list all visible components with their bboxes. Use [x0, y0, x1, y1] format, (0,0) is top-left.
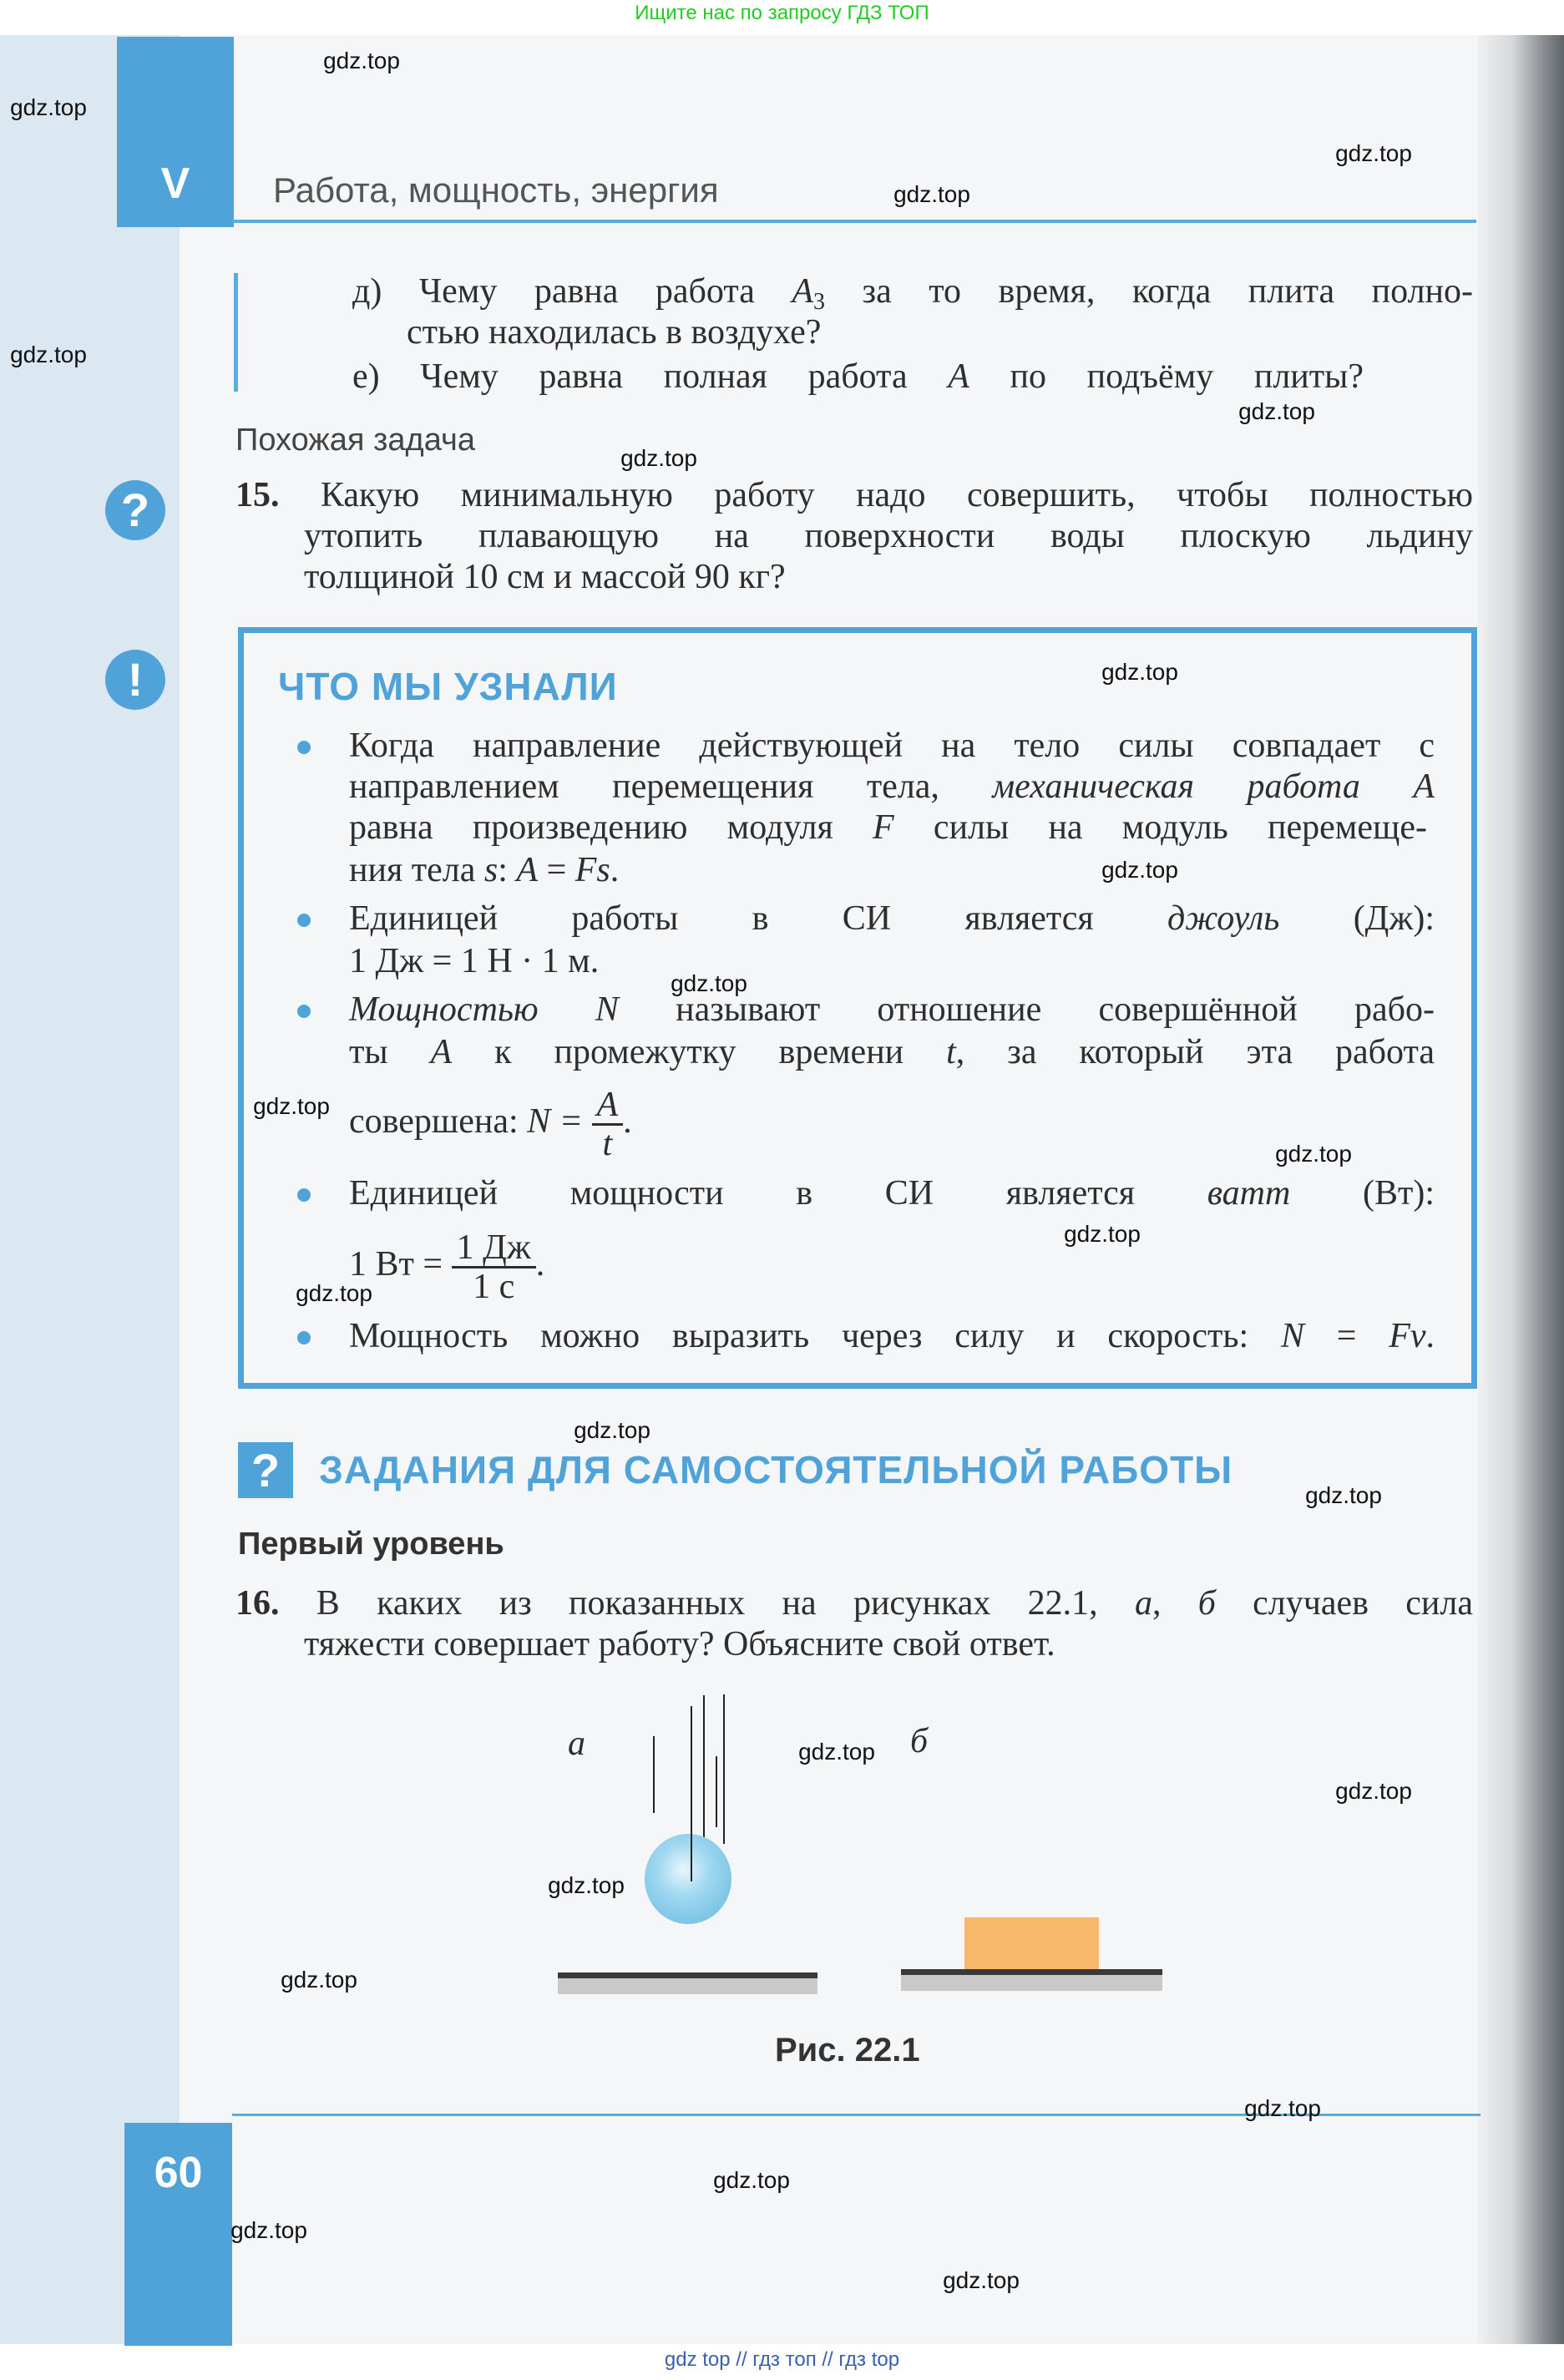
ground-b	[901, 1969, 1162, 1975]
watermark: gdz.top	[1305, 1482, 1382, 1508]
chapter-number: V	[160, 160, 190, 208]
denominator: t	[602, 1124, 613, 1163]
tasks-question-icon: ?	[238, 1442, 293, 1498]
text-run: s	[483, 851, 499, 889]
text-run: по подъёму плиты?	[969, 357, 1364, 396]
text-run: В каких из показанных на рисунках 22.1,	[279, 1584, 1135, 1623]
text-run: .	[1425, 1317, 1435, 1355]
watermark: gdz.top	[1238, 398, 1315, 424]
exclamation-icon: !	[105, 650, 165, 710]
question-icon: ?	[105, 480, 165, 540]
text-run: силы на модуль перемеще-	[893, 808, 1427, 847]
text-run: ния тела	[349, 851, 484, 889]
watermark: gdz.top	[548, 1872, 625, 1898]
text-run: случаев сила	[1215, 1584, 1473, 1623]
text-run: стью находилась в воздухе?	[407, 313, 822, 352]
text-run: =	[538, 851, 575, 889]
watermark: gdz.top	[943, 2267, 1020, 2293]
text-run: направлением перемещения тела,	[349, 767, 993, 806]
text-run: а	[1134, 1584, 1152, 1623]
figure-label-a: а	[568, 1724, 585, 1763]
level-heading: Первый уровень	[238, 1527, 504, 1562]
numerator: A	[592, 1086, 624, 1126]
text-run: д) Чему равна работа	[352, 272, 792, 311]
watermark: gdz.top	[253, 1093, 330, 1119]
watermark: gdz.top	[1335, 140, 1412, 166]
text-run: :	[498, 851, 517, 889]
search-banner: Ищите нас по запросу ГДЗ ТОП	[635, 2, 929, 24]
numerator: 1 Дж	[452, 1229, 536, 1268]
watermark: gdz.top	[1101, 659, 1178, 685]
text-run: джоуль	[1167, 899, 1280, 938]
text-run: Какую минимальную работу надо совершить, чтобы полностью	[279, 476, 1473, 514]
chapter-title: Работа, мощность, энергия	[273, 170, 719, 210]
watermark: gdz.top	[1064, 1221, 1141, 1247]
watermark: gdz.top	[671, 970, 747, 996]
text-run: б	[1197, 1584, 1216, 1623]
watermark: gdz.top	[893, 181, 970, 207]
text-run: равна произведению модуля	[349, 808, 873, 847]
formula-text: совершена:	[349, 1102, 528, 1141]
ground-shadow-b	[901, 1974, 1162, 1991]
text-run: Единицей мощности в СИ является	[349, 1174, 1207, 1213]
figure-caption: Рис. 22.1	[775, 2032, 920, 2069]
text-run: .	[610, 851, 620, 889]
denominator: 1 с	[473, 1267, 515, 1306]
tasks-title: ЗАДАНИЯ ДЛЯ САМОСТОЯТЕЛЬНОЙ РАБОТЫ	[319, 1448, 1233, 1491]
watermark: gdz.top	[1335, 1778, 1412, 1804]
ground-shadow-a	[558, 1977, 817, 1994]
formula-lhs: N =	[527, 1102, 583, 1141]
watermark: gdz.top	[1244, 2095, 1321, 2121]
formula-end: .	[623, 1102, 632, 1141]
watermark: gdz.top	[713, 2167, 790, 2193]
text-run: N	[1280, 1317, 1304, 1355]
watermark: gdz.top	[1275, 1141, 1352, 1167]
formula-end: .	[535, 1245, 545, 1284]
text-run: A	[516, 851, 539, 889]
similar-task-label: Похожая задача	[235, 423, 475, 458]
watermark: gdz.top	[620, 445, 697, 471]
text-run: A	[792, 272, 814, 311]
ground-a	[558, 1972, 817, 1978]
text-run: A	[948, 357, 969, 396]
text-run: (Дж):	[1279, 899, 1435, 938]
watermark: gdz.top	[1101, 857, 1178, 883]
page-number: 60	[154, 2149, 203, 2197]
text-run: Fv	[1389, 1317, 1426, 1355]
text-run: 15.	[235, 476, 280, 514]
watermark: gdz.top	[230, 2217, 307, 2243]
watermark: gdz.top	[10, 94, 87, 120]
text-run: тяжести совершает работу? Объясните свой ответ.	[304, 1625, 1055, 1663]
falling-ball	[645, 1834, 731, 1924]
text-run: Единицей работы в СИ является	[349, 899, 1168, 938]
block	[964, 1917, 1099, 1971]
text-run: утопить плавающую на поверхности воды плоскую льдину	[304, 517, 1473, 555]
text-run: 16.	[235, 1584, 280, 1623]
text-run: за то время, когда плита полно-	[825, 272, 1473, 311]
text-run: N	[595, 990, 619, 1029]
text-run: =	[1303, 1317, 1389, 1355]
text-run: толщиной 10 см и массой 90 кг?	[304, 558, 786, 596]
text-run: механическая работа A	[992, 767, 1435, 806]
watermark: gdz.top	[798, 1739, 875, 1765]
watermark: gdz.top	[10, 342, 87, 367]
text-run: F	[873, 808, 894, 847]
watermark: gdz.top	[323, 48, 400, 73]
text-run: называют отношение совершённой рабо-	[618, 990, 1435, 1029]
text-run: , за который эта работа	[955, 1033, 1435, 1071]
watermark: gdz.top	[281, 1967, 357, 1993]
text-run: ты	[349, 1033, 431, 1071]
figure-label-b: б	[910, 1722, 929, 1760]
watermark: gdz.top	[296, 1280, 372, 1306]
text-run: к промежутку времени	[452, 1033, 947, 1071]
text-run: ватт	[1207, 1174, 1291, 1213]
summary-title: ЧТО МЫ УЗНАЛИ	[278, 665, 618, 708]
text-run: е) Чему равна полная работа	[352, 357, 949, 396]
text-run: Fs	[574, 851, 610, 889]
footer-watermark: gdz top // гдз топ // гдз top	[664, 2348, 900, 2371]
formula-lhs: 1 Вт =	[349, 1245, 443, 1284]
subscript: 3	[813, 289, 826, 315]
text-run: t	[946, 1033, 956, 1071]
watermark: gdz.top	[574, 1417, 650, 1443]
text-run: ,	[1151, 1584, 1198, 1623]
text-run: (Вт):	[1290, 1174, 1435, 1213]
text-run: A	[430, 1033, 453, 1071]
text-run: Мощностью	[349, 990, 539, 1029]
text-run: Когда направление действующей на тело силы совпадает с	[349, 727, 1435, 765]
text-run: 1 Дж = 1 Н · 1 м.	[349, 942, 600, 980]
text-run: Мощность можно выразить через силу и скорость:	[349, 1317, 1281, 1355]
